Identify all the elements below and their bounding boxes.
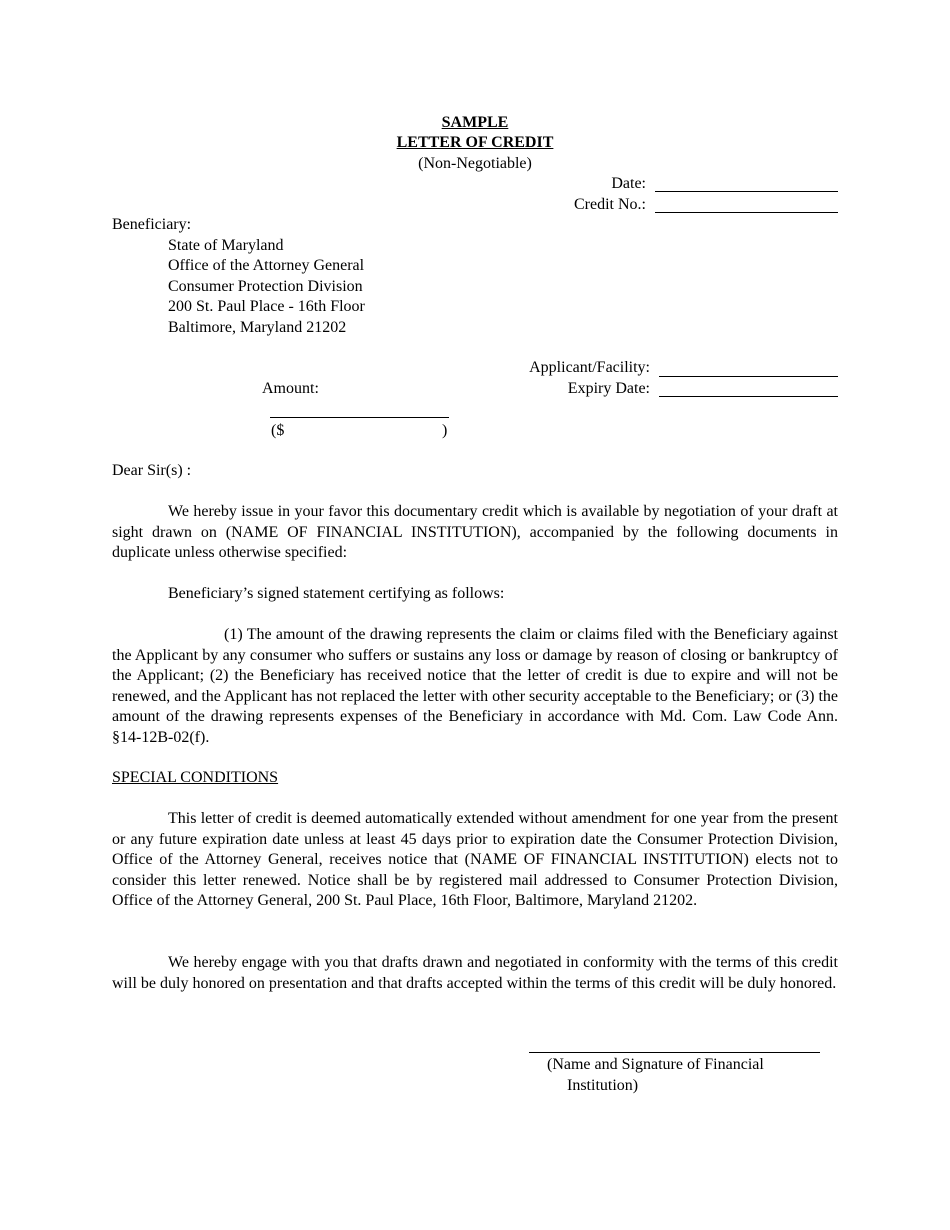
body-paragraph-extension: This letter of credit is deemed automatically extended without amendment for one year from the present or any future expiration date unless at least 45 days prior to expiration date the Consumer Protection Division, Office of the Attorney General, receives notice that (NAME OF FINANCIAL INSTITUTION) elects not to consider this letter renewed. Notice shall be by registered mail addressed to Consumer Protection Division, Office of the Attorney General, 200 St. Paul Place, 16th Floor, Baltimore, Maryland 21202. bbox=[112, 810, 838, 909]
signature-caption: (Name and Signature of Financial bbox=[547, 1056, 764, 1073]
beneficiary-label: Beneficiary: bbox=[112, 216, 192, 233]
signature-caption-cont: Institution) bbox=[567, 1077, 639, 1094]
document-title-sample: SAMPLE bbox=[441, 114, 509, 131]
expiry-blank-line bbox=[659, 396, 838, 397]
special-conditions-heading: SPECIAL CONDITIONS bbox=[112, 769, 279, 786]
date-label: Date: bbox=[611, 175, 646, 192]
document-subtitle: (Non-Negotiable) bbox=[418, 155, 532, 172]
beneficiary-line: Consumer Protection Division bbox=[168, 278, 363, 295]
beneficiary-line: Office of the Attorney General bbox=[168, 257, 365, 274]
amount-blank-line bbox=[270, 417, 449, 418]
beneficiary-line: State of Maryland bbox=[168, 237, 284, 254]
signature-line bbox=[529, 1052, 820, 1053]
body-paragraph-statement: Beneficiary’s signed statement certifying as follows: bbox=[168, 585, 505, 602]
date-blank-line bbox=[655, 191, 838, 192]
applicant-blank-line bbox=[659, 376, 838, 377]
credit-no-label: Credit No.: bbox=[574, 196, 646, 213]
expiry-date-label: Expiry Date: bbox=[567, 380, 650, 397]
applicant-facility-label: Applicant/Facility: bbox=[529, 359, 650, 376]
salutation: Dear Sir(s) : bbox=[112, 462, 192, 479]
amount-label: Amount: bbox=[262, 380, 319, 397]
credit-no-blank-line bbox=[655, 212, 838, 213]
amount-open-paren: ($ bbox=[271, 422, 285, 439]
body-paragraph-engagement: We hereby engage with you that drafts drawn and negotiated in conformity with the terms of this credit will be duly honored on presentation and that drafts accepted within the terms of this credit will be duly honored. bbox=[112, 954, 838, 992]
body-paragraph-conditions: (1) The amount of the drawing represents the claim or claims filed with the Beneficiary against the Applicant by any consumer who suffers or sustains any loss or damage by reason of closing or bankruptcy of the Applicant; (2) the Beneficiary has received notice that the letter of credit is due to expire and will not be renewed, and the Applicant has not replaced the letter with other security acceptable to the Beneficiary; or (3) the amount of the drawing represents expenses of the Beneficiary in accordance with Md. Com. Law Code Ann. §14-12B-02(f). bbox=[112, 626, 838, 746]
beneficiary-line: Baltimore, Maryland 21202 bbox=[168, 319, 347, 336]
amount-close-paren: ) bbox=[442, 422, 448, 439]
beneficiary-line: 200 St. Paul Place - 16th Floor bbox=[168, 298, 365, 315]
document-title: LETTER OF CREDIT bbox=[396, 134, 554, 151]
body-paragraph-issue: We hereby issue in your favor this documentary credit which is available by negotiation of your draft at sight drawn on (NAME OF FINANCIAL INSTITUTION), accompanied by the following documents in duplicate unless otherwise specified: bbox=[112, 503, 838, 561]
